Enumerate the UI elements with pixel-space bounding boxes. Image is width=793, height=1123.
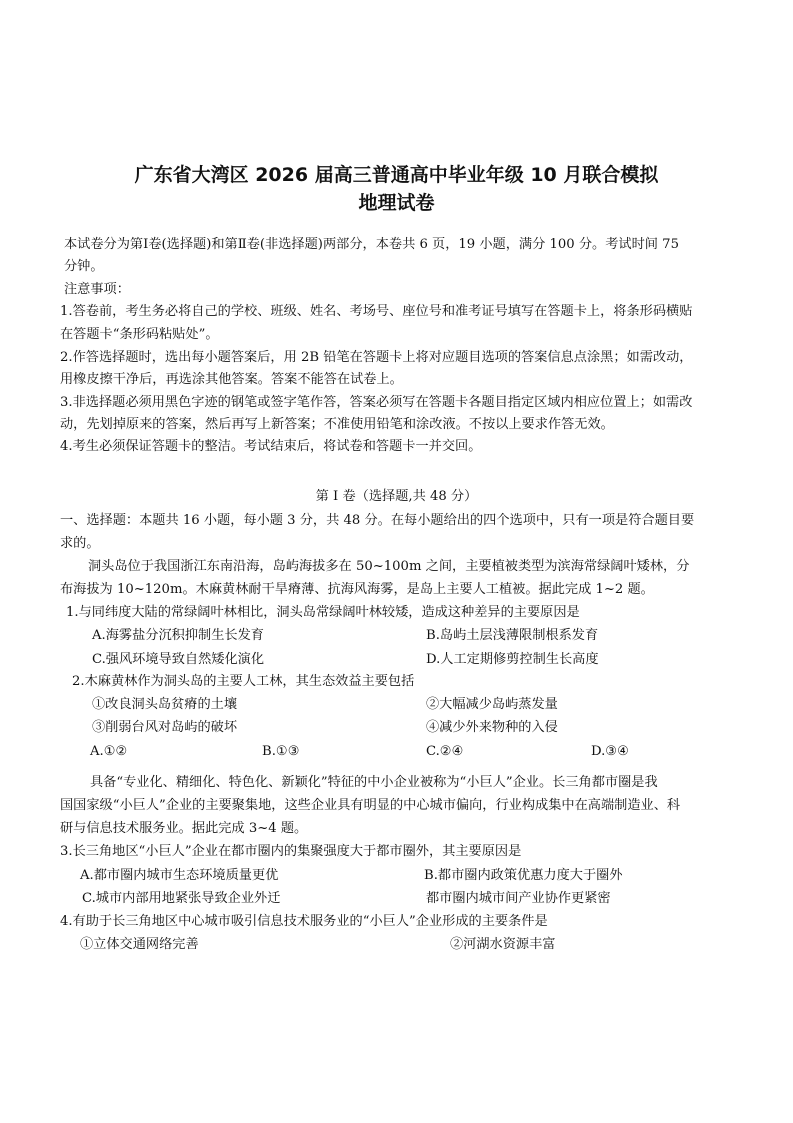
exam-title: 广东省大湾区 2026 届高三普通高中毕业年级 10 月联合模拟 [134,164,659,186]
exam-subtitle: 地理试卷 [358,192,435,214]
passage-1-line: 洞头岛位于我国浙江东南沿海，岛屿海拔多在 50~100m 之间，主要植被类型为滨海常绿阔叶矮林，分 [88,559,690,574]
question-3-stem: 3.长三角地区“小巨人”企业在都市圈内的集聚强度大于都市圈外，其主要原因是 [60,844,522,859]
note-line: 1.答卷前，考生务必将自己的学校、班级、姓名、考场号、座位号和准考证号填写在答题卡上，将条形码横贴 [60,304,693,319]
question-3-option-c: C.城市内部用地紧张导致企业外迁 [82,891,281,906]
question-1-stem: 1.与同纬度大陆的常绿阔叶林相比，洞头岛常绿阔叶林较矮，造成这种差异的主要原因是 [66,605,580,620]
question-1-option-c: C.强风环境导致自然矮化演化 [92,652,265,667]
notes-heading: 注意事项： [64,282,130,297]
note-line: 3.非选择题必须用黑色字迹的钢笔或签字笔作答，答案必须写在答题卡各题目指定区域内相应位置上；如需改 [60,395,693,410]
note-line: 用橡皮擦干净后，再选涂其他答案。答案不能答在试卷上。 [60,372,403,387]
section-instructions-2: 求的。 [60,536,100,551]
question-2-option-b: B.①③ [262,744,300,759]
question-3-option-b: B.都市圈内政策优惠力度大于圈外 [424,868,623,883]
question-2-option-a: A.①② [90,744,128,759]
note-line: 在答题卡“条形码粘贴处”。 [60,327,219,342]
question-2-option-c: C.②④ [426,744,464,759]
intro-line-1: 本试卷分为第Ⅰ卷(选择题)和第Ⅱ卷(非选择题)两部分，本卷共 6 页，19 小题，满分 100 分。考试时间 75 [64,237,679,252]
question-2-stem: 2.木麻黄林作为洞头岛的主要人工林，其生态效益主要包括 [72,674,415,689]
question-1-option-d: D.人工定期修剪控制生长高度 [426,652,599,667]
question-1-option-a: A.海雾盐分沉积抑制生长发育 [92,628,264,643]
question-2-item-3: ③削弱台风对岛屿的破坏 [92,720,238,735]
passage-2-line: 国国家级“小巨人”企业的主要聚集地，这些企业具有明显的中心城市偏向，行业构成集中在高端制造业、科 [60,798,681,813]
note-line: 2.作答选择题时，选出每小题答案后，用 2B 铅笔在答题卡上将对应题目选项的答案信息点涂黑；如需改动， [60,350,693,365]
question-2-option-d: D.③④ [591,744,629,759]
section-heading: 第 Ⅰ 卷（选择题,共 48 分） [315,489,478,504]
question-3-option-a: A.都市圈内城市生态环境质量更优 [80,868,279,883]
question-4-item-1: ①立体交通网络完善 [80,937,199,952]
passage-2-line: 具备“专业化、精细化、特色化、新颖化”特征的中小企业被称为“小巨人”企业。长三角都市圈是我 [90,775,658,790]
passage-1-line: 布海拔为 10~120m。木麻黄林耐干旱瘠薄、抗海风海雾，是岛上主要人工植被。据此完成 1~2 题。 [60,582,654,597]
intro-line-2: 分钟。 [64,259,104,274]
question-3-option-d: 都市圈内城市间产业协作更紧密 [426,891,611,906]
note-line: 4.考生必须保证答题卡的整洁。考试结束后，将试卷和答题卡一并交回。 [60,439,482,454]
question-2-item-1: ①改良洞头岛贫瘠的土壤 [92,697,238,712]
question-2-item-4: ④减少外来物种的入侵 [426,720,558,735]
question-4-item-2: ②河湖水资源丰富 [450,937,556,952]
question-1-option-b: B.岛屿土层浅薄限制根系发育 [426,628,599,643]
question-4-stem: 4.有助于长三角地区中心城市吸引信息技术服务业的“小巨人”企业形成的主要条件是 [60,914,548,929]
note-line: 动，先划掉原来的答案，然后再写上新答案；不准使用铅笔和涂改液。不按以上要求作答无效。 [60,417,614,432]
question-2-item-2: ②大幅减少岛屿蒸发量 [426,697,558,712]
section-instructions-1: 一、选择题：本题共 16 小题，每小题 3 分，共 48 分。在每小题给出的四个选项中，只有一项是符合题目要 [60,513,695,528]
passage-2-line: 研与信息技术服务业。据此完成 3~4 题。 [60,821,308,836]
